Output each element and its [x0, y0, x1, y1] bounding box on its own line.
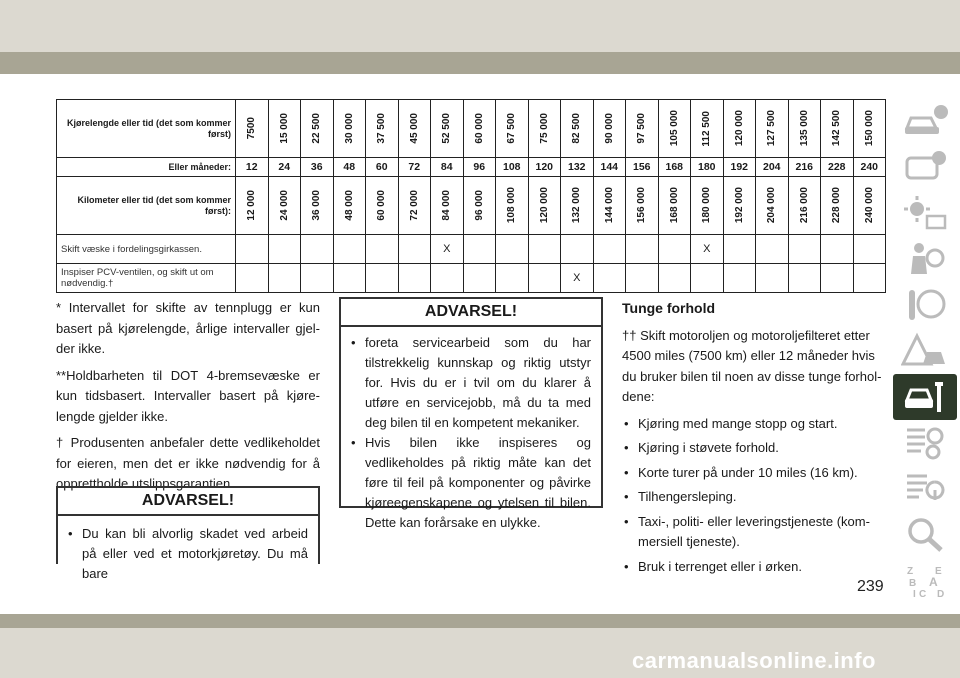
- row-label-transfer-case: Skift væske i fordelingsgirkassen.: [57, 235, 236, 264]
- mark-cell: [496, 264, 529, 293]
- mark-cell: [301, 235, 334, 264]
- months-cell: 120: [528, 158, 561, 177]
- mark-cell: [366, 235, 399, 264]
- mark-cell: [593, 264, 626, 293]
- specs-gear-icon: [901, 424, 949, 462]
- km-cell: 216 000: [798, 187, 810, 224]
- mileage-cell: 112 500: [701, 110, 713, 147]
- spark-plug-note: * Intervallet for skifte av tennplugg er kun basert på kjørelengde, årlige intervaller gjelder ikke.: [56, 300, 320, 356]
- mark-cell: [236, 264, 269, 293]
- table-row-kilometers: [57, 177, 886, 235]
- list-item: • Kjøring med mange stopp og start.: [622, 414, 886, 435]
- svg-text:D: D: [937, 589, 945, 600]
- months-cell: 36: [301, 158, 334, 177]
- mark-cell: [398, 264, 431, 293]
- mileage-cell: 105 000: [668, 110, 680, 147]
- mark-cell: [756, 264, 789, 293]
- mileage-cell: 90 000: [603, 113, 615, 144]
- mileage-cell: 52 500: [441, 113, 453, 144]
- tab-starting[interactable]: [893, 190, 957, 236]
- svg-text:C: C: [919, 589, 927, 600]
- svg-text:E: E: [935, 566, 942, 577]
- top-band: [0, 0, 960, 52]
- section-heading: Tunge forhold: [622, 300, 716, 316]
- left-column: [56, 298, 320, 501]
- tab-specifications[interactable]: [893, 420, 957, 466]
- months-cell: 84: [431, 158, 464, 177]
- brake-fluid-note: **Holdbarheten til DOT 4-bremsevæske er kun tidsbasert. Intervaller basert på kjørelengde gjelder ikke.: [56, 367, 320, 424]
- tab-car-info[interactable]: [893, 98, 957, 144]
- mark-cell: [593, 235, 626, 264]
- svg-text:A: A: [929, 575, 938, 589]
- table-row-mileage: [57, 100, 886, 158]
- km-cell: 156 000: [636, 187, 648, 224]
- mark-cell: [853, 235, 886, 264]
- warning-title: ADVARSEL!: [341, 299, 601, 327]
- media-icon: [901, 470, 949, 508]
- mileage-cell: 82 500: [571, 113, 583, 144]
- tab-safety[interactable]: [893, 236, 957, 282]
- severe-conditions-intro: †† Skift motoroljen og motoroljefilteret etter 4500 miles (7500 km) eller 12 måneder hvis du bruker bilen til noen av disse tunge forholdene:: [622, 327, 882, 404]
- months-cell: 60: [366, 158, 399, 177]
- bottom-stripe: [0, 614, 960, 628]
- km-cell: 48 000: [343, 190, 355, 221]
- tab-dashboard[interactable]: [893, 144, 957, 190]
- mark-cell: [398, 235, 431, 264]
- mileage-cell: 30 000: [343, 113, 355, 144]
- warning-title: ADVARSEL!: [58, 488, 318, 516]
- months-cell: 204: [756, 158, 789, 177]
- dashboard-icon: [901, 148, 949, 186]
- mark-cell: [788, 264, 821, 293]
- months-cell: 132: [561, 158, 594, 177]
- mileage-cell: 67 500: [506, 113, 518, 144]
- right-column: [622, 298, 886, 581]
- mark-cell: [626, 235, 659, 264]
- warning-item: • Hvis bilen ikke inspiseres og vedlikeholdes på riktig måte kan det føre til feil på komponenter og påvirke kjøreegenskapene og ytelsen til bilen. Dette kan forårsake en ulykke.: [351, 433, 591, 533]
- mark-cell: [723, 264, 756, 293]
- mark-cell: [723, 235, 756, 264]
- mileage-cell: 127 500: [766, 110, 778, 147]
- mark-cell: [821, 264, 854, 293]
- mark-cell: [626, 264, 659, 293]
- mark-cell: X: [561, 264, 594, 293]
- months-cell: 180: [691, 158, 724, 177]
- warning-triangle-icon: [901, 332, 949, 370]
- mileage-cell: 150 000: [863, 110, 875, 147]
- mark-cell: [268, 235, 301, 264]
- months-cell: 12: [236, 158, 269, 177]
- km-cell: 84 000: [441, 190, 453, 221]
- list-item: • Taxi-, politi- eller leveringstjeneste (kommersiell tjeneste).: [622, 512, 886, 553]
- months-cell: 240: [853, 158, 886, 177]
- watermark: carmanualsonline.info: [632, 648, 876, 673]
- mark-cell: [463, 235, 496, 264]
- months-cell: 48: [333, 158, 366, 177]
- mark-cell: [431, 264, 464, 293]
- mark-cell: [658, 264, 691, 293]
- row-label-months: Eller måneder:: [57, 158, 236, 177]
- months-cell: 96: [463, 158, 496, 177]
- svg-text:B: B: [909, 578, 917, 589]
- months-cell: 192: [723, 158, 756, 177]
- steering-wrench-icon: [901, 286, 949, 324]
- mark-cell: [496, 235, 529, 264]
- mark-cell: X: [431, 235, 464, 264]
- km-cell: 60 000: [376, 190, 388, 221]
- km-cell: 168 000: [668, 187, 680, 224]
- km-cell: 72 000: [408, 190, 420, 221]
- tab-servicing[interactable]: [893, 374, 957, 420]
- mark-cell: [528, 235, 561, 264]
- mileage-cell: 7500: [246, 117, 258, 140]
- mileage-cell: 22 500: [311, 113, 323, 144]
- mark-cell: [561, 235, 594, 264]
- months-cell: 144: [593, 158, 626, 177]
- mileage-cell: 120 000: [733, 110, 745, 147]
- tab-driving[interactable]: [893, 282, 957, 328]
- km-cell: 192 000: [733, 187, 745, 224]
- tab-multimedia[interactable]: [893, 466, 957, 512]
- warning-box-left: [56, 486, 320, 581]
- mark-cell: [268, 264, 301, 293]
- mark-cell: [756, 235, 789, 264]
- mileage-cell: 60 000: [473, 113, 485, 144]
- mark-cell: [691, 264, 724, 293]
- table-row-months: [57, 158, 886, 177]
- months-cell: 168: [658, 158, 691, 177]
- km-cell: 228 000: [831, 187, 843, 224]
- mileage-cell: 45 000: [408, 113, 420, 144]
- mark-cell: [528, 264, 561, 293]
- airbag-icon: [901, 240, 949, 278]
- manufacturer-note: † Produsenten anbefaler dette vedlikeholdet for eieren, men det er ikke nødvendig for å opprettholde utslippsgarantien.: [56, 435, 320, 491]
- months-cell: 72: [398, 158, 431, 177]
- row-label-kilometers: Kilometer eller tid (det som kommer først):: [57, 177, 236, 235]
- km-cell: 120 000: [538, 187, 550, 224]
- km-cell: 36 000: [311, 190, 323, 221]
- mark-cell: [788, 235, 821, 264]
- car-wrench-icon: [901, 378, 949, 416]
- km-cell: 24 000: [278, 190, 290, 221]
- table-row-transfer-case: [57, 235, 886, 264]
- months-cell: 216: [788, 158, 821, 177]
- mark-cell: [463, 264, 496, 293]
- km-cell: 204 000: [766, 187, 778, 224]
- row-label-pcv-valve: Inspiser PCV-ventilen, og skift ut om nødvendig.†: [57, 264, 236, 293]
- car-info-icon: [901, 102, 949, 140]
- index-letters-icon: [901, 562, 949, 600]
- months-cell: 108: [496, 158, 529, 177]
- km-cell: 96 000: [473, 190, 485, 221]
- mark-cell: [333, 264, 366, 293]
- list-item: • Korte turer på under 10 miles (16 km).: [622, 463, 886, 484]
- mark-cell: [301, 264, 334, 293]
- mileage-cell: 15 000: [278, 113, 290, 144]
- mileage-cell: 97 500: [636, 113, 648, 144]
- km-cell: 108 000: [506, 187, 518, 224]
- mileage-cell: 142 500: [831, 110, 843, 147]
- mark-cell: [333, 235, 366, 264]
- warning-item: • Du kan bli alvorlig skadet ved arbeid på eller ved et motorkjøretøy. Du må bare: [68, 524, 308, 584]
- tab-search[interactable]: [893, 512, 957, 558]
- tab-emergency[interactable]: [893, 328, 957, 374]
- mark-cell: [236, 235, 269, 264]
- months-cell: 156: [626, 158, 659, 177]
- km-cell: 12 000: [246, 190, 258, 221]
- mark-cell: X: [691, 235, 724, 264]
- svg-text:I: I: [913, 589, 916, 600]
- mileage-cell: 37 500: [376, 113, 388, 144]
- km-cell: 240 000: [863, 187, 875, 224]
- conditions-list: [622, 414, 886, 578]
- search-icon: [901, 516, 949, 554]
- svg-text:Z: Z: [907, 566, 914, 577]
- list-item: • Kjøring i støvete forhold.: [622, 438, 886, 459]
- months-cell: 228: [821, 158, 854, 177]
- mileage-cell: 135 000: [798, 110, 810, 147]
- page-number: 239: [857, 578, 884, 595]
- list-item: • Bruk i terrenget eller i ørken.: [622, 557, 886, 578]
- mark-cell: [853, 264, 886, 293]
- km-cell: 180 000: [701, 187, 713, 224]
- list-item: • Tilhengersleping.: [622, 487, 886, 508]
- km-cell: 144 000: [603, 187, 615, 224]
- mark-cell: [821, 235, 854, 264]
- maintenance-schedule-table: [56, 99, 886, 293]
- chapter-tabs: [893, 98, 957, 604]
- top-stripe: [0, 52, 960, 74]
- warning-box-middle: [339, 297, 603, 530]
- months-cell: 24: [268, 158, 301, 177]
- sun-mail-icon: [901, 194, 949, 232]
- mark-cell: [658, 235, 691, 264]
- warning-item-continued: • foreta servicearbeid som du har tilstrekkelig kunnskap og riktig utstyr for. Hvis du er i tvil om du klarer å utføre en servicejobb, må du ta med deg bilen til en kompetent mekaniker.: [351, 333, 591, 433]
- row-label-mileage: Kjørelengde eller tid (det som kommer først): [57, 100, 236, 158]
- mileage-cell: 75 000: [538, 113, 550, 144]
- table-row-pcv-valve: [57, 264, 886, 293]
- tab-index[interactable]: [893, 558, 957, 604]
- mark-cell: [366, 264, 399, 293]
- km-cell: 132 000: [571, 187, 583, 224]
